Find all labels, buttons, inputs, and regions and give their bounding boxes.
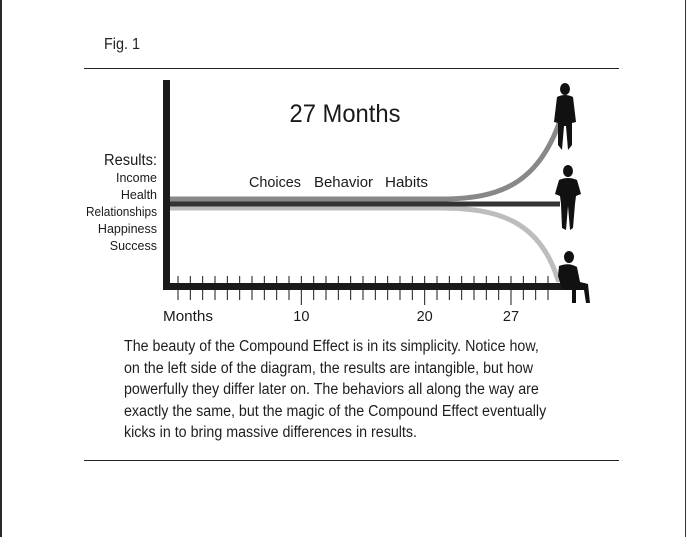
- figure-caption: [124, 336, 556, 444]
- x-axis-tick-labels: [293, 309, 519, 325]
- results-item-success: Success: [109, 239, 157, 253]
- bottom-rule: [84, 460, 619, 461]
- caption-line: kicks in to bring massive differences in results.: [124, 424, 417, 441]
- caption-line: The beauty of the Compound Effect is in its simplicity. Notice how,: [124, 338, 539, 355]
- results-item-relationships: Relationships: [86, 205, 157, 219]
- sitting-man-icon: [558, 251, 590, 303]
- results-item-income: Income: [116, 171, 157, 185]
- stage-behavior: Behavior: [314, 174, 374, 191]
- caption-line: on the left side of the diagram, the results are intangible, but how: [124, 359, 534, 377]
- x-axis-tick-label: 10: [293, 309, 310, 325]
- figure-label: Fig. 1: [104, 36, 141, 53]
- standing-man-top-icon: [554, 83, 576, 150]
- stage-choices: Choices: [249, 174, 301, 191]
- x-axis: [163, 283, 585, 290]
- lower-curve: [170, 208, 558, 280]
- x-axis-tick-label: 20: [416, 309, 433, 325]
- results-item-health: Health: [120, 188, 157, 202]
- results-label: Results:: [104, 152, 157, 169]
- y-axis: [163, 80, 170, 289]
- diagram-title: 27 Months: [289, 100, 401, 128]
- caption-line: exactly the same, but the magic of the Compound Effect eventually: [124, 402, 547, 420]
- caption-line: powerfully they differ later on. The behaviors all along the way are: [124, 381, 539, 398]
- stage-habits: Habits: [385, 174, 428, 191]
- x-axis-ticks: [178, 276, 548, 305]
- standing-man-middle-icon: [555, 165, 581, 230]
- results-item-happiness: Happiness: [97, 222, 157, 236]
- x-axis-label: Months: [163, 309, 213, 325]
- x-axis-tick-label: 27: [502, 309, 520, 325]
